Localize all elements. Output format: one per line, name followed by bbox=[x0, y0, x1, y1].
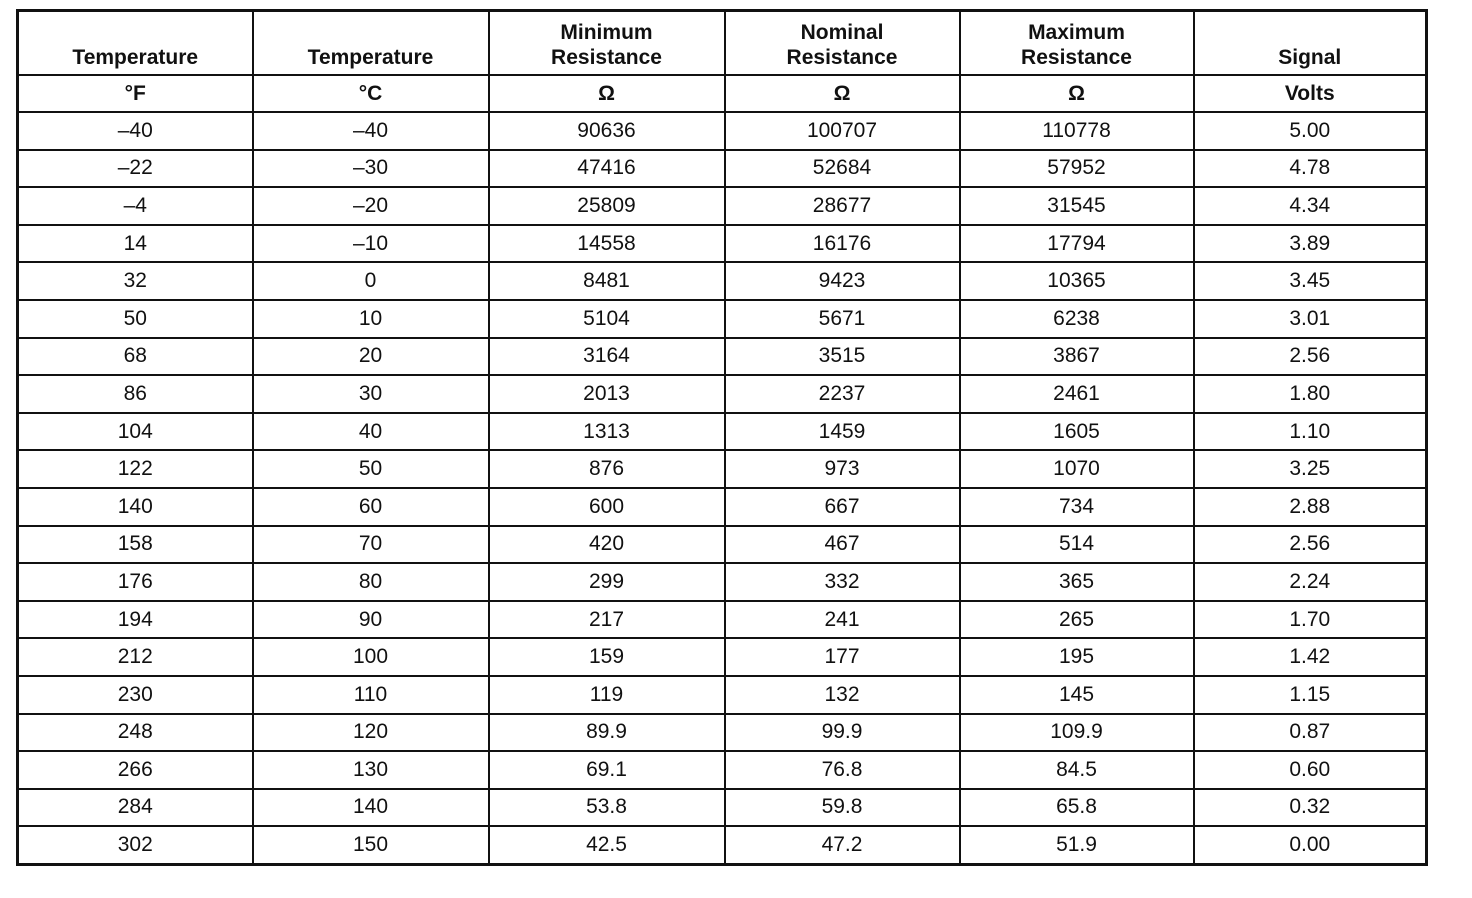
nominal-resistance-cell: 241 bbox=[725, 601, 960, 639]
signal-volts-cell: 1.10 bbox=[1194, 413, 1427, 451]
temp-f-cell: 194 bbox=[18, 601, 253, 639]
max-resistance-cell: 6238 bbox=[960, 300, 1194, 338]
header-text: Temperature bbox=[72, 46, 199, 69]
unit-ohm-min: Ω bbox=[489, 75, 725, 112]
unit-fahrenheit: °F bbox=[18, 75, 253, 112]
signal-volts-cell: 1.42 bbox=[1194, 638, 1427, 676]
temp-c-cell: 50 bbox=[253, 450, 489, 488]
temp-c-cell: 110 bbox=[253, 676, 489, 714]
min-resistance-cell: 159 bbox=[489, 638, 725, 676]
min-resistance-cell: 69.1 bbox=[489, 751, 725, 789]
temp-c-cell: 40 bbox=[253, 413, 489, 451]
temp-f-cell: 68 bbox=[18, 338, 253, 376]
table-row bbox=[18, 714, 1427, 752]
table-row bbox=[18, 789, 1427, 827]
nominal-resistance-cell: 99.9 bbox=[725, 714, 960, 752]
max-resistance-cell: 10365 bbox=[960, 262, 1194, 300]
min-resistance-cell: 600 bbox=[489, 488, 725, 526]
min-resistance-cell: 3164 bbox=[489, 338, 725, 376]
nominal-resistance-cell: 2237 bbox=[725, 375, 960, 413]
table-row bbox=[18, 751, 1427, 789]
header-minimum-resistance bbox=[489, 11, 725, 76]
max-resistance-cell: 65.8 bbox=[960, 789, 1194, 827]
table-row bbox=[18, 338, 1427, 376]
temp-c-cell: 100 bbox=[253, 638, 489, 676]
nominal-resistance-cell: 28677 bbox=[725, 187, 960, 225]
nominal-resistance-cell: 5671 bbox=[725, 300, 960, 338]
signal-volts-cell: 1.15 bbox=[1194, 676, 1427, 714]
temp-f-cell: –40 bbox=[18, 112, 253, 150]
table-header bbox=[18, 11, 1427, 113]
temp-c-cell: 0 bbox=[253, 262, 489, 300]
unit-celsius: °C bbox=[253, 75, 489, 112]
nominal-resistance-cell: 16176 bbox=[725, 225, 960, 263]
table-row bbox=[18, 601, 1427, 639]
table-row bbox=[18, 450, 1427, 488]
nominal-resistance-cell: 52684 bbox=[725, 150, 960, 188]
temp-f-cell: 140 bbox=[18, 488, 253, 526]
temp-c-cell: 140 bbox=[253, 789, 489, 827]
max-resistance-cell: 31545 bbox=[960, 187, 1194, 225]
min-resistance-cell: 119 bbox=[489, 676, 725, 714]
min-resistance-cell: 42.5 bbox=[489, 826, 725, 864]
header-temperature-c bbox=[253, 11, 489, 76]
temp-f-cell: 266 bbox=[18, 751, 253, 789]
nominal-resistance-cell: 1459 bbox=[725, 413, 960, 451]
temp-c-cell: 150 bbox=[253, 826, 489, 864]
max-resistance-cell: 145 bbox=[960, 676, 1194, 714]
table-row bbox=[18, 488, 1427, 526]
header-unit-row bbox=[18, 75, 1427, 112]
nominal-resistance-cell: 973 bbox=[725, 450, 960, 488]
signal-volts-cell: 2.24 bbox=[1194, 563, 1427, 601]
nominal-resistance-cell: 100707 bbox=[725, 112, 960, 150]
min-resistance-cell: 876 bbox=[489, 450, 725, 488]
unit-ohm-nominal: Ω bbox=[725, 75, 960, 112]
signal-volts-cell: 2.56 bbox=[1194, 338, 1427, 376]
temp-f-cell: –22 bbox=[18, 150, 253, 188]
temp-f-cell: 230 bbox=[18, 676, 253, 714]
min-resistance-cell: 217 bbox=[489, 601, 725, 639]
max-resistance-cell: 51.9 bbox=[960, 826, 1194, 864]
temp-c-cell: 90 bbox=[253, 601, 489, 639]
min-resistance-cell: 8481 bbox=[489, 262, 725, 300]
header-text: Nominal bbox=[800, 21, 884, 44]
max-resistance-cell: 1605 bbox=[960, 413, 1194, 451]
table-row bbox=[18, 300, 1427, 338]
unit-volts: Volts bbox=[1194, 75, 1427, 112]
temp-f-cell: 122 bbox=[18, 450, 253, 488]
nominal-resistance-cell: 3515 bbox=[725, 338, 960, 376]
signal-volts-cell: 1.70 bbox=[1194, 601, 1427, 639]
table-row bbox=[18, 187, 1427, 225]
unit-ohm-max: Ω bbox=[960, 75, 1194, 112]
signal-volts-cell: 3.25 bbox=[1194, 450, 1427, 488]
nominal-resistance-cell: 47.2 bbox=[725, 826, 960, 864]
signal-volts-cell: 2.88 bbox=[1194, 488, 1427, 526]
nominal-resistance-cell: 177 bbox=[725, 638, 960, 676]
min-resistance-cell: 14558 bbox=[489, 225, 725, 263]
temp-c-cell: 10 bbox=[253, 300, 489, 338]
table-row bbox=[18, 826, 1427, 864]
max-resistance-cell: 17794 bbox=[960, 225, 1194, 263]
table-row bbox=[18, 676, 1427, 714]
signal-volts-cell: 1.80 bbox=[1194, 375, 1427, 413]
header-text: Signal bbox=[1278, 46, 1342, 69]
table-row bbox=[18, 638, 1427, 676]
temp-c-cell: 30 bbox=[253, 375, 489, 413]
min-resistance-cell: 299 bbox=[489, 563, 725, 601]
table-row bbox=[18, 112, 1427, 150]
table-row bbox=[18, 375, 1427, 413]
table-row bbox=[18, 526, 1427, 564]
temp-c-cell: –30 bbox=[253, 150, 489, 188]
signal-volts-cell: 4.78 bbox=[1194, 150, 1427, 188]
min-resistance-cell: 5104 bbox=[489, 300, 725, 338]
header-text: Resistance bbox=[551, 46, 662, 69]
nominal-resistance-cell: 59.8 bbox=[725, 789, 960, 827]
min-resistance-cell: 1313 bbox=[489, 413, 725, 451]
temp-f-cell: 158 bbox=[18, 526, 253, 564]
temp-f-cell: 104 bbox=[18, 413, 253, 451]
min-resistance-cell: 53.8 bbox=[489, 789, 725, 827]
min-resistance-cell: 420 bbox=[489, 526, 725, 564]
max-resistance-cell: 514 bbox=[960, 526, 1194, 564]
header-text: Temperature bbox=[307, 46, 434, 69]
max-resistance-cell: 1070 bbox=[960, 450, 1194, 488]
header-text: Maximum bbox=[1028, 21, 1125, 44]
min-resistance-cell: 2013 bbox=[489, 375, 725, 413]
table-row bbox=[18, 563, 1427, 601]
max-resistance-cell: 84.5 bbox=[960, 751, 1194, 789]
signal-volts-cell: 0.60 bbox=[1194, 751, 1427, 789]
temp-f-cell: 284 bbox=[18, 789, 253, 827]
nominal-resistance-cell: 332 bbox=[725, 563, 960, 601]
temp-c-cell: 80 bbox=[253, 563, 489, 601]
signal-volts-cell: 4.34 bbox=[1194, 187, 1427, 225]
max-resistance-cell: 3867 bbox=[960, 338, 1194, 376]
temp-c-cell: 60 bbox=[253, 488, 489, 526]
temperature-resistance-table bbox=[16, 9, 1428, 866]
nominal-resistance-cell: 9423 bbox=[725, 262, 960, 300]
header-nominal-resistance bbox=[725, 11, 960, 76]
signal-volts-cell: 0.00 bbox=[1194, 826, 1427, 864]
signal-volts-cell: 0.32 bbox=[1194, 789, 1427, 827]
table-body bbox=[18, 112, 1427, 864]
nominal-resistance-cell: 467 bbox=[725, 526, 960, 564]
header-text: Resistance bbox=[1021, 46, 1132, 69]
table-row bbox=[18, 262, 1427, 300]
temp-f-cell: 302 bbox=[18, 826, 253, 864]
max-resistance-cell: 2461 bbox=[960, 375, 1194, 413]
max-resistance-cell: 265 bbox=[960, 601, 1194, 639]
signal-volts-cell: 3.89 bbox=[1194, 225, 1427, 263]
max-resistance-cell: 109.9 bbox=[960, 714, 1194, 752]
temp-f-cell: 32 bbox=[18, 262, 253, 300]
nominal-resistance-cell: 667 bbox=[725, 488, 960, 526]
temp-c-cell: 130 bbox=[253, 751, 489, 789]
max-resistance-cell: 734 bbox=[960, 488, 1194, 526]
max-resistance-cell: 195 bbox=[960, 638, 1194, 676]
signal-volts-cell: 0.87 bbox=[1194, 714, 1427, 752]
table-row bbox=[18, 225, 1427, 263]
temp-f-cell: 212 bbox=[18, 638, 253, 676]
temp-f-cell: –4 bbox=[18, 187, 253, 225]
header-maximum-resistance bbox=[960, 11, 1194, 76]
temp-f-cell: 14 bbox=[18, 225, 253, 263]
header-text: Minimum bbox=[560, 21, 653, 44]
header-temperature-f bbox=[18, 11, 253, 76]
max-resistance-cell: 57952 bbox=[960, 150, 1194, 188]
temp-f-cell: 248 bbox=[18, 714, 253, 752]
temp-c-cell: 70 bbox=[253, 526, 489, 564]
min-resistance-cell: 90636 bbox=[489, 112, 725, 150]
temp-c-cell: –20 bbox=[253, 187, 489, 225]
signal-volts-cell: 2.56 bbox=[1194, 526, 1427, 564]
signal-volts-cell: 5.00 bbox=[1194, 112, 1427, 150]
max-resistance-cell: 365 bbox=[960, 563, 1194, 601]
nominal-resistance-cell: 132 bbox=[725, 676, 960, 714]
table-row bbox=[18, 150, 1427, 188]
temp-c-cell: 120 bbox=[253, 714, 489, 752]
signal-volts-cell: 3.45 bbox=[1194, 262, 1427, 300]
min-resistance-cell: 25809 bbox=[489, 187, 725, 225]
temp-c-cell: –10 bbox=[253, 225, 489, 263]
header-signal bbox=[1194, 11, 1427, 76]
temp-f-cell: 86 bbox=[18, 375, 253, 413]
header-title-row bbox=[18, 11, 1427, 76]
temp-c-cell: –40 bbox=[253, 112, 489, 150]
temp-f-cell: 176 bbox=[18, 563, 253, 601]
max-resistance-cell: 110778 bbox=[960, 112, 1194, 150]
min-resistance-cell: 89.9 bbox=[489, 714, 725, 752]
header-text: Resistance bbox=[786, 46, 898, 69]
temp-f-cell: 50 bbox=[18, 300, 253, 338]
nominal-resistance-cell: 76.8 bbox=[725, 751, 960, 789]
signal-volts-cell: 3.01 bbox=[1194, 300, 1427, 338]
table-row bbox=[18, 413, 1427, 451]
temp-c-cell: 20 bbox=[253, 338, 489, 376]
min-resistance-cell: 47416 bbox=[489, 150, 725, 188]
